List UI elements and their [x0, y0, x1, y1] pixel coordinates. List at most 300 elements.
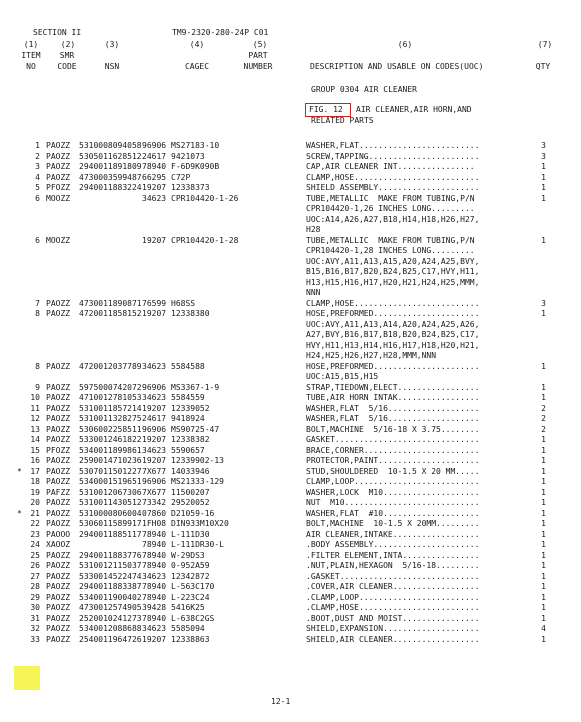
description-line: CLAMP,HOSE.......................... [306, 172, 480, 182]
description-line: BOLT,MACHINE 5/16-18 X 3.75........ [306, 424, 480, 434]
part-number: 12342872 [171, 571, 210, 581]
cage-code: 78940 [142, 613, 167, 623]
part-number: 12338373 [171, 183, 210, 192]
item-number: 6 [35, 235, 40, 245]
part-number: 12338382 [171, 435, 210, 444]
nsn: 2540011964726 [79, 634, 142, 644]
description-line: CPR104420-1,28 INCHES LONG......... [306, 246, 475, 255]
item-number: 25 [30, 550, 40, 560]
description-line: HVY,H11,H13,H14,H16,H17,H18,H20,H21, [306, 340, 480, 350]
description-line: WASHER,FLAT #10.................... [306, 508, 480, 518]
table-row [0, 467, 581, 478]
part-number: H68SS [171, 298, 196, 308]
smr-code: PAOZZ [46, 613, 71, 623]
smr-code: PAOZZ [46, 561, 71, 570]
quantity: 1 [541, 613, 546, 623]
description-line: .COVER,AIR CLEANER.................. [306, 582, 480, 591]
part-number: MS21333-129 [171, 477, 224, 486]
smr-code: PFOZZ [46, 445, 71, 455]
quantity: 1 [541, 172, 546, 182]
quantity: 1 [541, 445, 546, 455]
yellow-highlight [14, 666, 40, 690]
quantity: 1 [541, 498, 546, 507]
item-number: 30 [30, 603, 40, 612]
nsn: 5306002258511 [79, 424, 142, 434]
cage-code: 76599 [142, 298, 167, 308]
cage-code: 78940 [142, 582, 167, 591]
table-row [0, 236, 581, 299]
quantity: 1 [541, 466, 546, 476]
cage-code: 7X677 [142, 487, 167, 497]
quantity: 1 [541, 571, 546, 581]
nsn: 5310011857214 [79, 403, 142, 413]
item-number: 29 [30, 592, 40, 602]
table-row [0, 414, 581, 425]
description-line: BRACE,CORNER........................ [306, 445, 480, 455]
cage-code: 1FH08 [142, 519, 167, 528]
description-line: H13,H15,H16,H17,H20,H21,H24,H25,MMM, [306, 277, 480, 287]
quantity: 1 [541, 550, 546, 560]
table-row [0, 561, 581, 572]
description-line: TUBE,METALLIC MAKE FROM TUBING,P/N [306, 193, 475, 203]
item-number: 28 [30, 582, 40, 591]
description-line: HOSE,PREFORMED...................... [306, 309, 480, 318]
cage-code: 34623 [142, 571, 167, 581]
smr-code: PAOZZ [46, 477, 71, 486]
smr-code: MOOZZ [46, 193, 71, 203]
item-number: 15 [30, 445, 40, 455]
quantity: 1 [541, 603, 546, 612]
table-row [0, 173, 581, 184]
cage-code: 73342 [142, 498, 167, 507]
quantity: 1 [541, 540, 546, 549]
smr-code: PFOZZ [46, 183, 71, 192]
col-item-label: ITEM [21, 51, 41, 60]
col-num-7: (7) [537, 40, 553, 49]
part-number: L-563C170 [171, 582, 215, 591]
description-line: WASHER,FLAT 5/16................... [306, 403, 480, 413]
nsn: 4730011890871 [79, 298, 142, 308]
cage-code: 96906 [142, 424, 167, 434]
figure-title-cont: RELATED PARTS [311, 116, 374, 125]
smr-code: PAOZZ [46, 414, 71, 423]
smr-code: PAOZZ [46, 634, 71, 644]
col-num-1: (1) [23, 40, 39, 49]
cage-code: 39428 [142, 603, 167, 612]
cage-code: 78940 [142, 540, 167, 549]
quantity: 1 [541, 487, 546, 497]
item-number: 4 [35, 172, 40, 182]
part-number: 29520052 [171, 498, 210, 507]
table-row [0, 509, 581, 520]
nsn: 5305011628512 [79, 151, 142, 161]
item-number: 3 [35, 162, 40, 171]
item-number: 23 [30, 529, 40, 539]
description-line: WASHER,FLAT 5/16................... [306, 414, 480, 423]
table-row [0, 435, 581, 446]
cage-code: 34623 [142, 361, 167, 371]
smr-code: PAOZZ [46, 172, 71, 182]
description-line: UOC:AVY,A11,A13,A15,A20,A24,A25,BVY, [306, 256, 480, 266]
quantity: 1 [541, 393, 546, 402]
col-cagec-label: CAGEC [184, 62, 210, 71]
table-row [0, 362, 581, 383]
description-line: .FILTER ELEMENT,INTA................ [306, 550, 480, 560]
quantity: 1 [541, 235, 546, 245]
smr-code: PAOZZ [46, 162, 71, 171]
item-number: 12 [30, 414, 40, 423]
table-row [0, 593, 581, 604]
nsn: 5310011430512 [79, 498, 142, 507]
description-line: CAP,AIR CLEANER INT................ [306, 162, 475, 171]
item-number: 24 [30, 540, 40, 549]
cage-code: 19207 [142, 183, 167, 192]
description-line: .NUT,PLAIN,HEXAGON 5/16-18......... [306, 561, 480, 570]
quantity: 3 [541, 141, 546, 150]
smr-code: PAOZZ [46, 550, 71, 560]
description-line: TUBE,AIR HORN INTAK................. [306, 393, 480, 402]
nsn: 5310000806004 [79, 508, 142, 518]
part-number: W-29DS3 [171, 550, 205, 560]
nsn: 5975000742072 [79, 382, 142, 392]
table-row [0, 393, 581, 404]
cage-code: 34623 [142, 193, 167, 203]
part-number: 12338863 [171, 634, 210, 644]
part-number: 5584588 [171, 361, 205, 371]
nsn: 2940011883387 [79, 582, 142, 591]
item-number: 14 [30, 435, 40, 444]
table-row [0, 519, 581, 530]
smr-code: PAOZZ [46, 382, 71, 392]
page-number: 12-1 [271, 697, 291, 706]
table-row [0, 383, 581, 394]
description-line: SHIELD,AIR CLEANER.................. [306, 634, 480, 644]
col-num-6: (6) [397, 40, 413, 49]
table-row [0, 582, 581, 593]
nsn: 5340001519651 [79, 477, 142, 486]
item-number: 27 [30, 571, 40, 581]
group-title: GROUP 0304 AIR CLEANER [311, 85, 417, 94]
smr-code: MOOZZ [46, 235, 71, 245]
description-line: AIR CLEANER,INTAKE.................. [306, 529, 480, 539]
nsn: 5306011589917 [79, 519, 142, 528]
quantity: 3 [541, 298, 546, 308]
smr-code: PAOZZ [46, 141, 71, 150]
table-row [0, 425, 581, 436]
cage-code: 34623 [142, 445, 167, 455]
cage-code: 34623 [142, 624, 167, 633]
table-row [0, 614, 581, 625]
part-number: 11500207 [171, 487, 210, 497]
description-line: STRAP,TIEDOWN,ELECT................. [306, 382, 480, 392]
new-item-marker: * [17, 508, 22, 518]
item-number: 16 [30, 456, 40, 465]
cage-code: 24617 [142, 414, 167, 423]
part-number: 12338380 [171, 309, 210, 318]
part-number: MS90725-47 [171, 424, 220, 434]
table-row [0, 530, 581, 541]
table-row [0, 488, 581, 499]
description-line: A27,BVY,B16,B17,B18,B20,B24,B25,C17, [306, 330, 480, 339]
quantity: 1 [541, 592, 546, 602]
col-num-4: (4) [189, 40, 205, 49]
cage-code: 19207 [142, 403, 167, 413]
item-number: 31 [30, 613, 40, 623]
item-number: 10 [30, 393, 40, 402]
item-number: 9 [35, 382, 40, 392]
quantity: 2 [541, 414, 546, 423]
smr-code: PAOZZ [46, 498, 71, 507]
description-line: .CLAMP,LOOP......................... [306, 592, 480, 602]
table-row [0, 141, 581, 152]
table-row [0, 572, 581, 583]
table-row [0, 194, 581, 236]
nsn: 5310012067306 [79, 487, 142, 497]
description-line: PROTECTOR,PAINT..................... [306, 456, 480, 465]
table-row [0, 498, 581, 509]
nsn: 2590014710236 [79, 456, 142, 465]
table-row [0, 309, 581, 362]
smr-code: PAOZZ [46, 309, 71, 318]
table-row [0, 456, 581, 467]
description-line: NUT M10............................ [306, 498, 480, 507]
item-number: 8 [35, 309, 40, 318]
nsn: 5340011899861 [79, 445, 142, 455]
smr-code: PAOZZ [46, 435, 71, 444]
description-line: .BOOT,DUST AND MOIST................ [306, 613, 480, 623]
table-row [0, 551, 581, 562]
table-row [0, 477, 581, 488]
nsn: 4720012037789 [79, 361, 142, 371]
quantity: 2 [541, 403, 546, 413]
description-line: .CLAMP,HOSE......................... [306, 603, 480, 612]
smr-code: PAOZZ [46, 424, 71, 434]
smr-code: PAOOO [46, 529, 71, 539]
item-number: 20 [30, 498, 40, 507]
col-no-label: NO [26, 62, 36, 71]
table-row [0, 603, 581, 614]
description-line: TUBE,METALLIC MAKE FROM TUBING,P/N [306, 235, 475, 245]
nsn: 4720011858152 [79, 309, 142, 318]
figure-label: FIG. 12 [309, 105, 343, 114]
item-number: 7 [35, 298, 40, 308]
cage-code: 78940 [142, 529, 167, 539]
description-line: WASHER,FLAT......................... [306, 141, 480, 150]
smr-code: PAOZZ [46, 582, 71, 591]
part-number: L-638C2GS [171, 613, 215, 623]
nsn: 2520010241273 [79, 613, 142, 623]
nsn: 5330014522474 [79, 571, 142, 581]
cage-code: 07860 [142, 508, 167, 518]
smr-code: PAOZZ [46, 592, 71, 602]
quantity: 3 [541, 151, 546, 161]
quantity: 1 [541, 456, 546, 465]
item-number: 22 [30, 519, 40, 528]
item-number: 33 [30, 634, 40, 644]
col-code-label: CODE [57, 62, 77, 71]
cage-code: 96906 [142, 477, 167, 486]
nsn: 2940011891809 [79, 162, 142, 171]
description-line: SHIELD ASSEMBLY..................... [306, 183, 480, 192]
col-nsn-label: NSN [104, 62, 120, 71]
description-line: CLAMP,HOSE.......................... [306, 298, 480, 308]
quantity: 1 [541, 183, 546, 192]
item-number: 2 [35, 151, 40, 161]
nsn: 2940011885117 [79, 529, 142, 539]
description-line: STUD,SHOULDERED 10-1.5 X 20 MM..... [306, 466, 480, 476]
part-number: 14033946 [171, 466, 210, 476]
nsn: 4710012781053 [79, 393, 142, 402]
table-row [0, 404, 581, 415]
part-number: C72P [171, 172, 191, 182]
smr-code: PAOZZ [46, 624, 71, 633]
part-number: D21059-16 [171, 508, 215, 518]
smr-code: PAOZZ [46, 519, 71, 528]
quantity: 1 [541, 382, 546, 392]
part-number: L-223C24 [171, 592, 210, 602]
quantity: 1 [541, 561, 546, 570]
quantity: 1 [541, 477, 546, 486]
item-number: 5 [35, 183, 40, 192]
description-line: B15,B16,B17,B20,B24,B25,C17,HVY,H11, [306, 267, 480, 276]
quantity: 1 [541, 519, 546, 528]
part-number: CPR104420-1-28 [171, 235, 239, 245]
nsn: 2940011883776 [79, 550, 142, 560]
col-number-label: NUMBER [243, 62, 273, 71]
smr-code: PAOZZ [46, 603, 71, 612]
item-number: 13 [30, 424, 40, 434]
item-number: 17 [30, 466, 40, 476]
part-number: MS3367-1-9 [171, 382, 220, 392]
col-num-5: (5) [252, 40, 268, 49]
description-line: CLAMP,LOOP.......................... [306, 477, 480, 486]
item-number: 1 [35, 141, 40, 150]
table-row [0, 152, 581, 163]
smr-code: PAOZZ [46, 298, 71, 308]
cage-code: 19207 [142, 435, 167, 444]
part-number: 5584559 [171, 393, 205, 402]
col-smr-label: SMR [59, 51, 75, 60]
table-row [0, 162, 581, 173]
tm-number: TM9-2320-280-24P C01 [172, 28, 269, 37]
quantity: 1 [541, 361, 546, 371]
part-number: 5416K25 [171, 603, 205, 612]
nsn: 5310008094058 [79, 141, 142, 150]
nsn: 5340012088688 [79, 624, 142, 633]
item-number: 26 [30, 561, 40, 570]
table-row [0, 624, 581, 635]
part-number: 9418924 [171, 414, 205, 423]
cage-code: 19207 [142, 309, 167, 318]
smr-code: PAOZZ [46, 393, 71, 402]
nsn: 5330012461822 [79, 435, 142, 444]
smr-code: PAOZZ [46, 466, 71, 476]
col-num-3: (3) [104, 40, 120, 49]
item-number: 19 [30, 487, 40, 497]
part-number: 5585094 [171, 624, 205, 633]
description-line: BOLT,MACHINE 10-1.5 X 20MM......... [306, 519, 480, 528]
part-number: 12339902-13 [171, 456, 224, 465]
nsn: 5307011501227 [79, 466, 142, 476]
description-line: SCREW,TAPPING....................... [306, 151, 480, 161]
item-number: 21 [30, 508, 40, 518]
cage-code: 19207 [142, 235, 167, 245]
description-line: UOC:A15,B15,H15 [306, 372, 379, 381]
nsn: 4730012574905 [79, 603, 142, 612]
section-title: SECTION II [33, 28, 82, 37]
table-row [0, 299, 581, 310]
description-line: SHIELD,EXPANSION.................... [306, 624, 480, 633]
table-row [0, 446, 581, 457]
quantity: 1 [541, 435, 546, 444]
quantity: 1 [541, 162, 546, 171]
quantity: 1 [541, 508, 546, 518]
quantity: 2 [541, 424, 546, 434]
part-number: CPR104420-1-26 [171, 193, 239, 203]
description-line: UOC:A14,A26,A27,B18,H14,H18,H26,H27, [306, 214, 480, 224]
item-number: 8 [35, 361, 40, 371]
item-number: 6 [35, 193, 40, 203]
description-line: HOSE,PREFORMED...................... [306, 361, 480, 371]
quantity: 1 [541, 634, 546, 644]
item-number: 32 [30, 624, 40, 633]
description-line: H24,H25,H26,H27,H28,MMM,NNN [306, 351, 437, 360]
part-number: F-6D9K090B [171, 162, 220, 171]
part-number: 9421073 [171, 151, 205, 161]
cage-code: 96906 [142, 382, 167, 392]
cage-code: 34623 [142, 393, 167, 402]
description-line: UOC:AVY,A11,A13,A14,A20,A24,A25,A26, [306, 319, 480, 329]
part-number: DIN933M10X20 [171, 519, 229, 528]
description-line: NNN [306, 288, 321, 297]
cage-code: 78940 [142, 550, 167, 560]
col-part-label: PART [248, 51, 268, 60]
smr-code: PAOZZ [46, 361, 71, 371]
quantity: 1 [541, 529, 546, 539]
smr-code: PAFZZ [46, 487, 71, 497]
item-number: 18 [30, 477, 40, 486]
quantity: 4 [541, 624, 546, 633]
cage-code: 24617 [142, 151, 167, 161]
cage-code: 78940 [142, 592, 167, 602]
col-num-2: (2) [60, 40, 76, 49]
col-description-label: DESCRIPTION AND USABLE ON CODES(UOC) [310, 62, 484, 71]
smr-code: PAOZZ [46, 151, 71, 161]
description-line: H28 [306, 225, 321, 234]
smr-code: PAOZZ [46, 508, 71, 518]
part-number: 5590657 [171, 445, 205, 455]
part-number: MS27183-10 [171, 141, 220, 150]
part-number: L-111D30 [171, 529, 210, 539]
description-line: WASHER,LOCK M10.................... [306, 487, 480, 497]
description-line: .BODY ASSEMBLY...................... [306, 540, 480, 549]
description-line: GASKET.............................. [306, 435, 480, 444]
nsn: 5310012115037 [79, 561, 142, 570]
part-number: 0-952A59 [171, 561, 210, 570]
nsn: 2940011883224 [79, 183, 142, 192]
description-line: .GASKET............................. [306, 571, 480, 581]
part-number: 12339052 [171, 403, 210, 413]
cage-code: 7X677 [142, 466, 167, 476]
table-row [0, 540, 581, 551]
cage-code: 66295 [142, 172, 167, 182]
table-row [0, 635, 581, 646]
nsn: 4730003599487 [79, 172, 142, 182]
new-item-marker: * [17, 466, 22, 476]
item-number: 11 [30, 403, 40, 413]
figure-title: AIR CLEANER,AIR HORN,AND [356, 105, 472, 114]
part-number: L-111DR30-L [171, 540, 224, 549]
